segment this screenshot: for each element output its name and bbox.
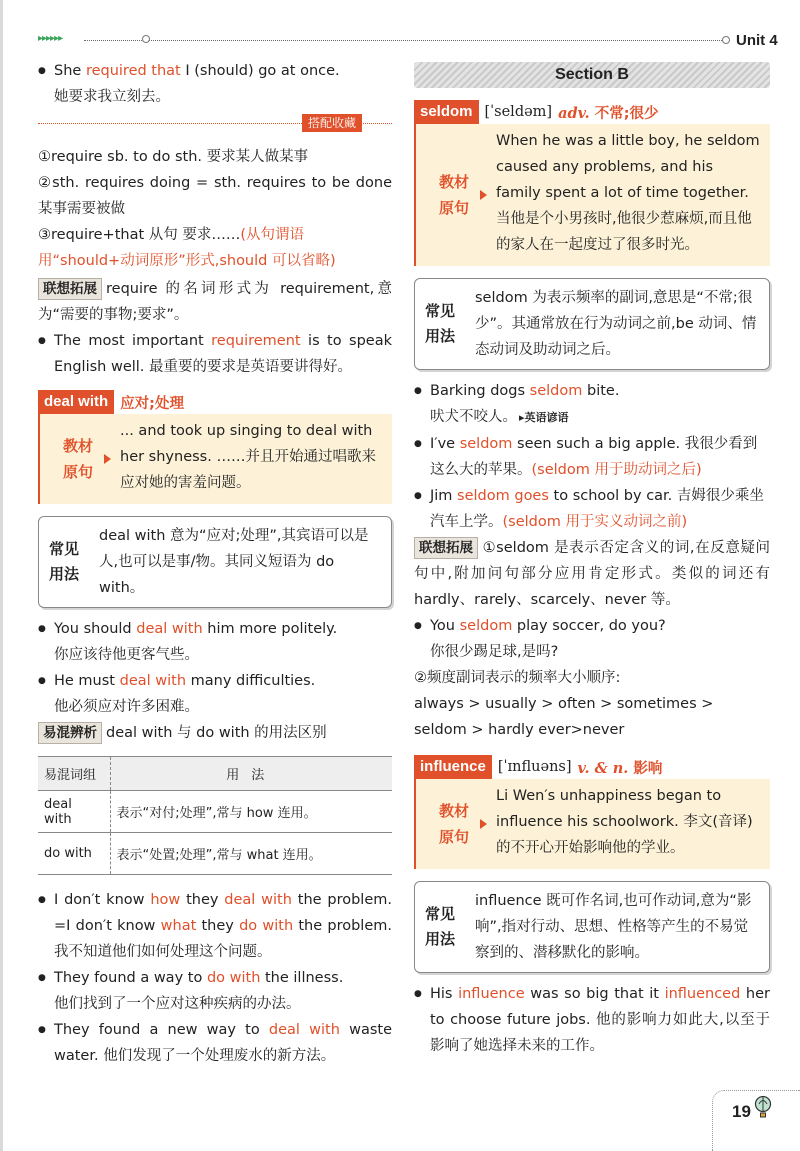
arrow-icon [104, 454, 111, 464]
phonetic: [ˈseldəm] [484, 104, 553, 120]
original-label: 教材原句 [438, 173, 469, 217]
extension-require: 联想拓展 require 的名词形式为 requirement,意为“需要的事物;要求”。 [38, 276, 392, 328]
original-sentence: ... and took up singing to deal with her shyness. ……并且开始通过唱歌来应对她的害羞问题。 [120, 423, 376, 491]
extension-seldom: 联想拓展 ①seldom 是表示否定含义的词,在反意疑问句中,附加问句部分应用肯定形式。类似的词还有 hardly、rarely、scarcely、never 等。 [414, 535, 770, 613]
word-header-influence [414, 755, 770, 779]
word-tag: seldom [414, 100, 479, 124]
usage-box [38, 516, 392, 608]
header-dot-left [142, 35, 150, 43]
comparison-table [38, 756, 392, 875]
left-column [38, 58, 392, 1069]
example-require: ● She required that I (should) go at once. [38, 58, 392, 84]
example-seldom-1: ● Barking dogs seldom bite. [414, 378, 770, 404]
original-sentence-box [38, 414, 392, 504]
example-deal-4-cn: 他们找到了一个应对这种疾病的办法。 [54, 996, 301, 1012]
example-deal-1: ● You should deal with him more politely. [38, 616, 392, 642]
example-seldom-4-cn: 你很少踢足球,是吗? [430, 644, 559, 660]
arrow-icon [480, 819, 487, 829]
table-row [38, 833, 392, 875]
example-deal-1-cn: 你应该待他更客气些。 [54, 647, 199, 663]
example-seldom-2: ● I′ve seldom seen such a big apple. 我很少看到这么大的苹果。(seldom 用于助动词之后) [414, 431, 770, 483]
page-number: 19 [732, 1102, 751, 1121]
table-header-cell: 用法 [110, 757, 392, 791]
unit-title: Unit 4 [736, 32, 778, 49]
arrow-icon [480, 190, 487, 200]
word-meaning: 应对;处理 [120, 395, 184, 412]
extension-label: 联想拓展 [414, 537, 478, 559]
usage-label: 常见用法 [425, 302, 456, 345]
part-of-speech: v. & n. [577, 759, 629, 777]
usage-text: influence 既可作名词,也可作动词,意为“影响”,指对行动、思想、性格等产生的不易觉察到的、潜移默化的影响。 [475, 893, 752, 961]
original-label: 教材原句 [62, 437, 93, 481]
table-row [38, 791, 392, 833]
table-cell: 表示“对付;处理”,常与 how 连用。 [110, 791, 392, 833]
usage-label: 常见用法 [49, 540, 80, 583]
word-meaning: 影响 [633, 760, 663, 777]
usage-label: 常见用法 [425, 905, 456, 948]
original-sentence: Li Wen′s unhappiness began to influence his schoolwork. 李文(音译)的不开心开始影响他的学业。 [496, 788, 753, 856]
example-influence: ● His influence was so big that it influenced her to choose future jobs. 他的影响力如此大,以至于影响了她选择未来的工作。 [414, 981, 770, 1059]
word-tag: influence [414, 755, 492, 779]
section-title: Section B [414, 62, 770, 88]
table-header-row [38, 757, 392, 791]
word-header-seldom [414, 100, 770, 124]
confusion-heading: 易混辨析 deal with 与 do with 的用法区别 [38, 720, 392, 746]
table-header-cell: 易混词组 [38, 757, 110, 791]
word-meaning: 不常;很少 [594, 105, 659, 122]
part-of-speech: adv. [558, 104, 590, 122]
header-dot-right [722, 36, 730, 44]
example-requirement: ● The most important requirement is to speak English well. 最重要的要求是英语要讲得好。 [38, 328, 392, 380]
right-column [414, 62, 770, 1059]
collocation-2: ②sth. requires doing = sth. requires to be done 某事需要被做 [38, 175, 392, 217]
extension-label: 联想拓展 [38, 278, 102, 300]
header-rule [84, 40, 730, 41]
example-deal-2: ● He must deal with many difficulties. [38, 668, 392, 694]
example-deal-2-cn: 他必须应对许多困难。 [54, 699, 199, 715]
usage-box [414, 278, 770, 370]
phonetic: [ˈɪnfluəns] [497, 759, 572, 775]
original-sentence-box [414, 779, 770, 869]
example-require-cn: 她要求我立刻去。 [54, 89, 170, 105]
original-label: 教材原句 [438, 802, 469, 846]
collocation-3: ③require+that 从句 要求……(从句谓语用“should+动词原形”形式,should 可以省略) [38, 227, 336, 269]
example-seldom-4: ● You seldom play soccer, do you? [414, 613, 770, 639]
collocation-tag: 搭配收藏 [302, 114, 362, 132]
usage-text: seldom 为表示频率的副词,意思是“不常;很少”。其通常放在行为动词之前,be 动词、情态动词及助动词之后。 [475, 290, 757, 358]
usage-text: deal with 意为“应对;处理”,其宾语可以是人,也可以是事/物。其同义短语为 do with。 [99, 528, 369, 596]
original-sentence: When he was a little boy, he seldom caused any problems, and his family spent a lot of time together. 当他是个小男孩时,他很少惹麻烦,而且他的家人在一起度过了很多时光。 [496, 133, 760, 253]
collocation-1: ①require sb. to do sth. 要求某人做某事 [38, 149, 309, 165]
confusion-label: 易混辨析 [38, 722, 102, 744]
collocation-divider [38, 114, 392, 132]
frequency-list: always > usually > often > sometimes > seldom > hardly ever>never [414, 696, 714, 738]
balloon-icon [754, 1096, 772, 1118]
example-deal-4: ● They found a way to do with the illness. [38, 965, 392, 991]
table-cell: 表示“处置;处理”,常与 what 连用。 [110, 833, 392, 875]
table-cell: deal with [38, 791, 110, 833]
usage-box [414, 881, 770, 973]
table-cell: do with [38, 833, 110, 875]
word-tag: deal with [38, 390, 114, 414]
example-seldom-1-cn: 吠犬不咬人。 ▸英语谚语 [430, 409, 569, 425]
example-deal-5: ● They found a new way to deal with waste water. 他们发现了一个处理废水的新方法。 [38, 1017, 392, 1069]
header-arrows: ▸▸▸▸▸▸ [38, 33, 63, 44]
page-edge [0, 0, 3, 1151]
example-seldom-3: ● Jim seldom goes to school by car. 吉姆很少乘坐汽车上学。(seldom 用于实义动词之前) [414, 483, 770, 535]
example-deal-3: ● I don′t know how they deal with the problem. =I don′t know what they do with the problem. 我不知道他们如何处理这个问题。 [38, 887, 392, 965]
word-header-deal-with [38, 390, 392, 414]
proverb-tag: ▸英语谚语 [519, 411, 569, 424]
frequency-title: ②频度副词表示的频率大小顺序: [414, 670, 621, 686]
original-sentence-box [414, 124, 770, 266]
